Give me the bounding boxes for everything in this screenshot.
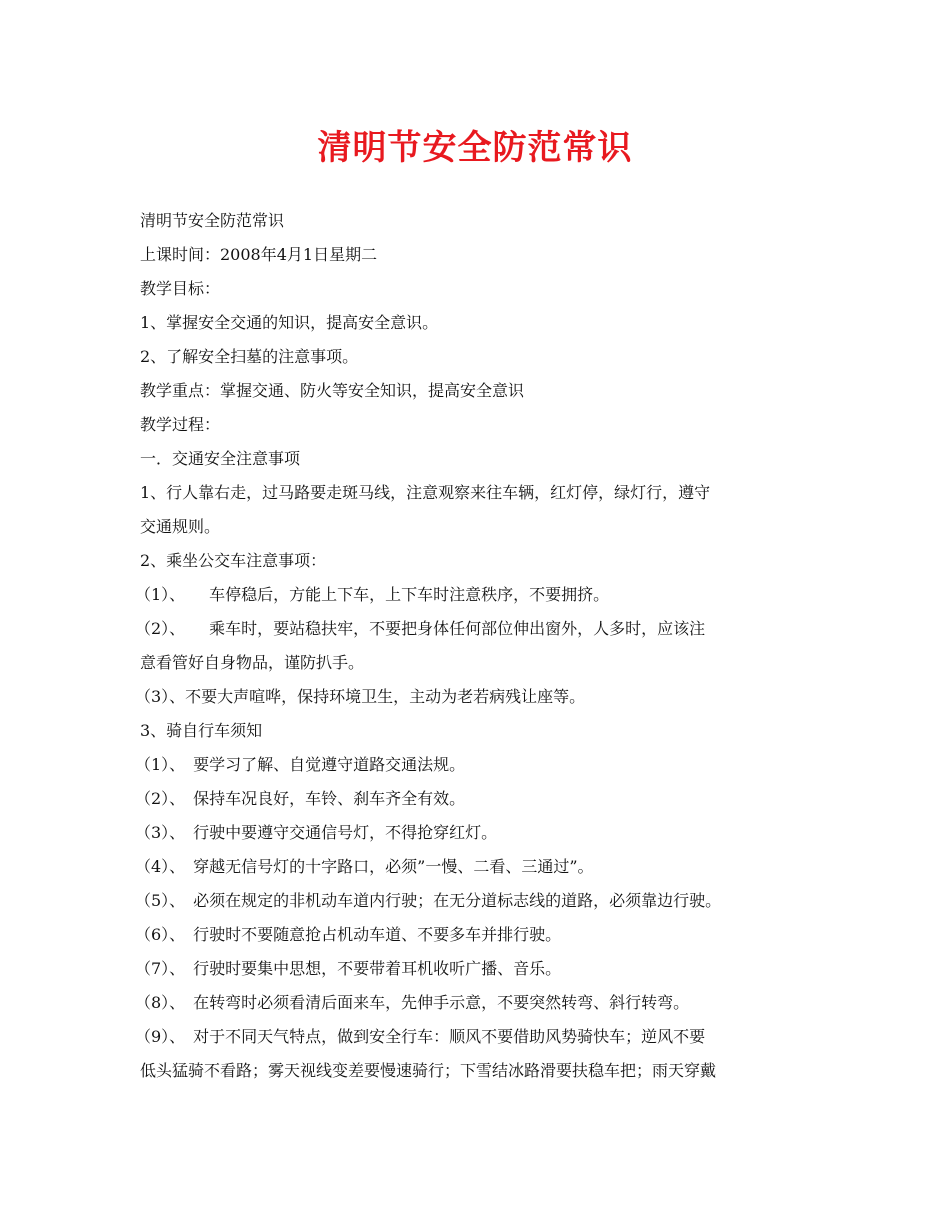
text-line: 清明节安全防范常识 [140, 211, 285, 230]
text-line: 教学目标： [140, 279, 221, 298]
document-title: 清明节安全防范常识 [317, 128, 633, 168]
list-item: （4）、 穿越无信号灯的十字路口，必须”一慢、二看、三通过”。 [135, 857, 594, 876]
list-item: （3）、 行驶中要遵守交通信号灯，不得抢穿红灯。 [135, 823, 498, 842]
list-item: （1）、 要学习了解、自觉遵守道路交通法规。 [135, 755, 466, 774]
text-line: 1、行人靠右走，过马路要走斑马线，注意观察来往车辆，红灯停，绿灯行，遵守 [140, 483, 711, 502]
list-item: （8）、 在转弯时必须看清后面来车，先伸手示意，不要突然转弯、斜行转弯。 [135, 993, 690, 1012]
text-line: 教学过程： [140, 415, 221, 434]
list-item: （6）、 行驶时不要随意抢占机动车道、不要多车并排行驶。 [135, 925, 562, 944]
text-line: 3、骑自行车须知 [140, 721, 263, 740]
text-line: 1、掌握安全交通的知识，提高安全意识。 [140, 313, 439, 332]
list-item: （7）、 行驶时要集中思想，不要带着耳机收听广播、音乐。 [135, 959, 562, 978]
text-line: 2、了解安全扫墓的注意事项。 [140, 347, 359, 366]
text-line: 教学重点：掌握交通、防火等安全知识，提高安全意识 [140, 381, 525, 400]
list-item: （5）、 必须在规定的非机动车道内行驶；在无分道标志线的道路，必须靠边行驶。 [135, 891, 722, 910]
list-item: （3）、不要大声喧哗，保持环境卫生，主动为老若病残让座等。 [135, 687, 586, 706]
list-item: （2）、 乘车时，要站稳扶牢，不要把身体任何部位伸出窗外，人多时，应该注 [135, 619, 706, 638]
text-line: 低头猛骑不看路；雾天视线变差要慢速骑行；下雪结冰路滑要扶稳车把；雨天穿戴 [140, 1061, 717, 1080]
text-line: 2、乘坐公交车注意事项： [140, 551, 327, 570]
list-item: （9）、 对于不同天气特点，做到安全行车：顺风不要借助风势骑快车；逆风不要 [135, 1027, 706, 1046]
document-body [135, 204, 830, 1088]
list-item: （2）、 保持车况良好，车铃、刹车齐全有效。 [135, 789, 466, 808]
section-heading: 一．交通安全注意事项 [140, 449, 301, 468]
text-line: 上课时间：2008年4月1日星期二 [140, 245, 378, 264]
list-item: （1）、 车停稳后，方能上下车，上下车时注意秩序，不要拥挤。 [135, 585, 610, 604]
text-line: 交通规则。 [140, 517, 221, 536]
text-line: 意看管好自身物品，谨防扒手。 [140, 653, 365, 672]
